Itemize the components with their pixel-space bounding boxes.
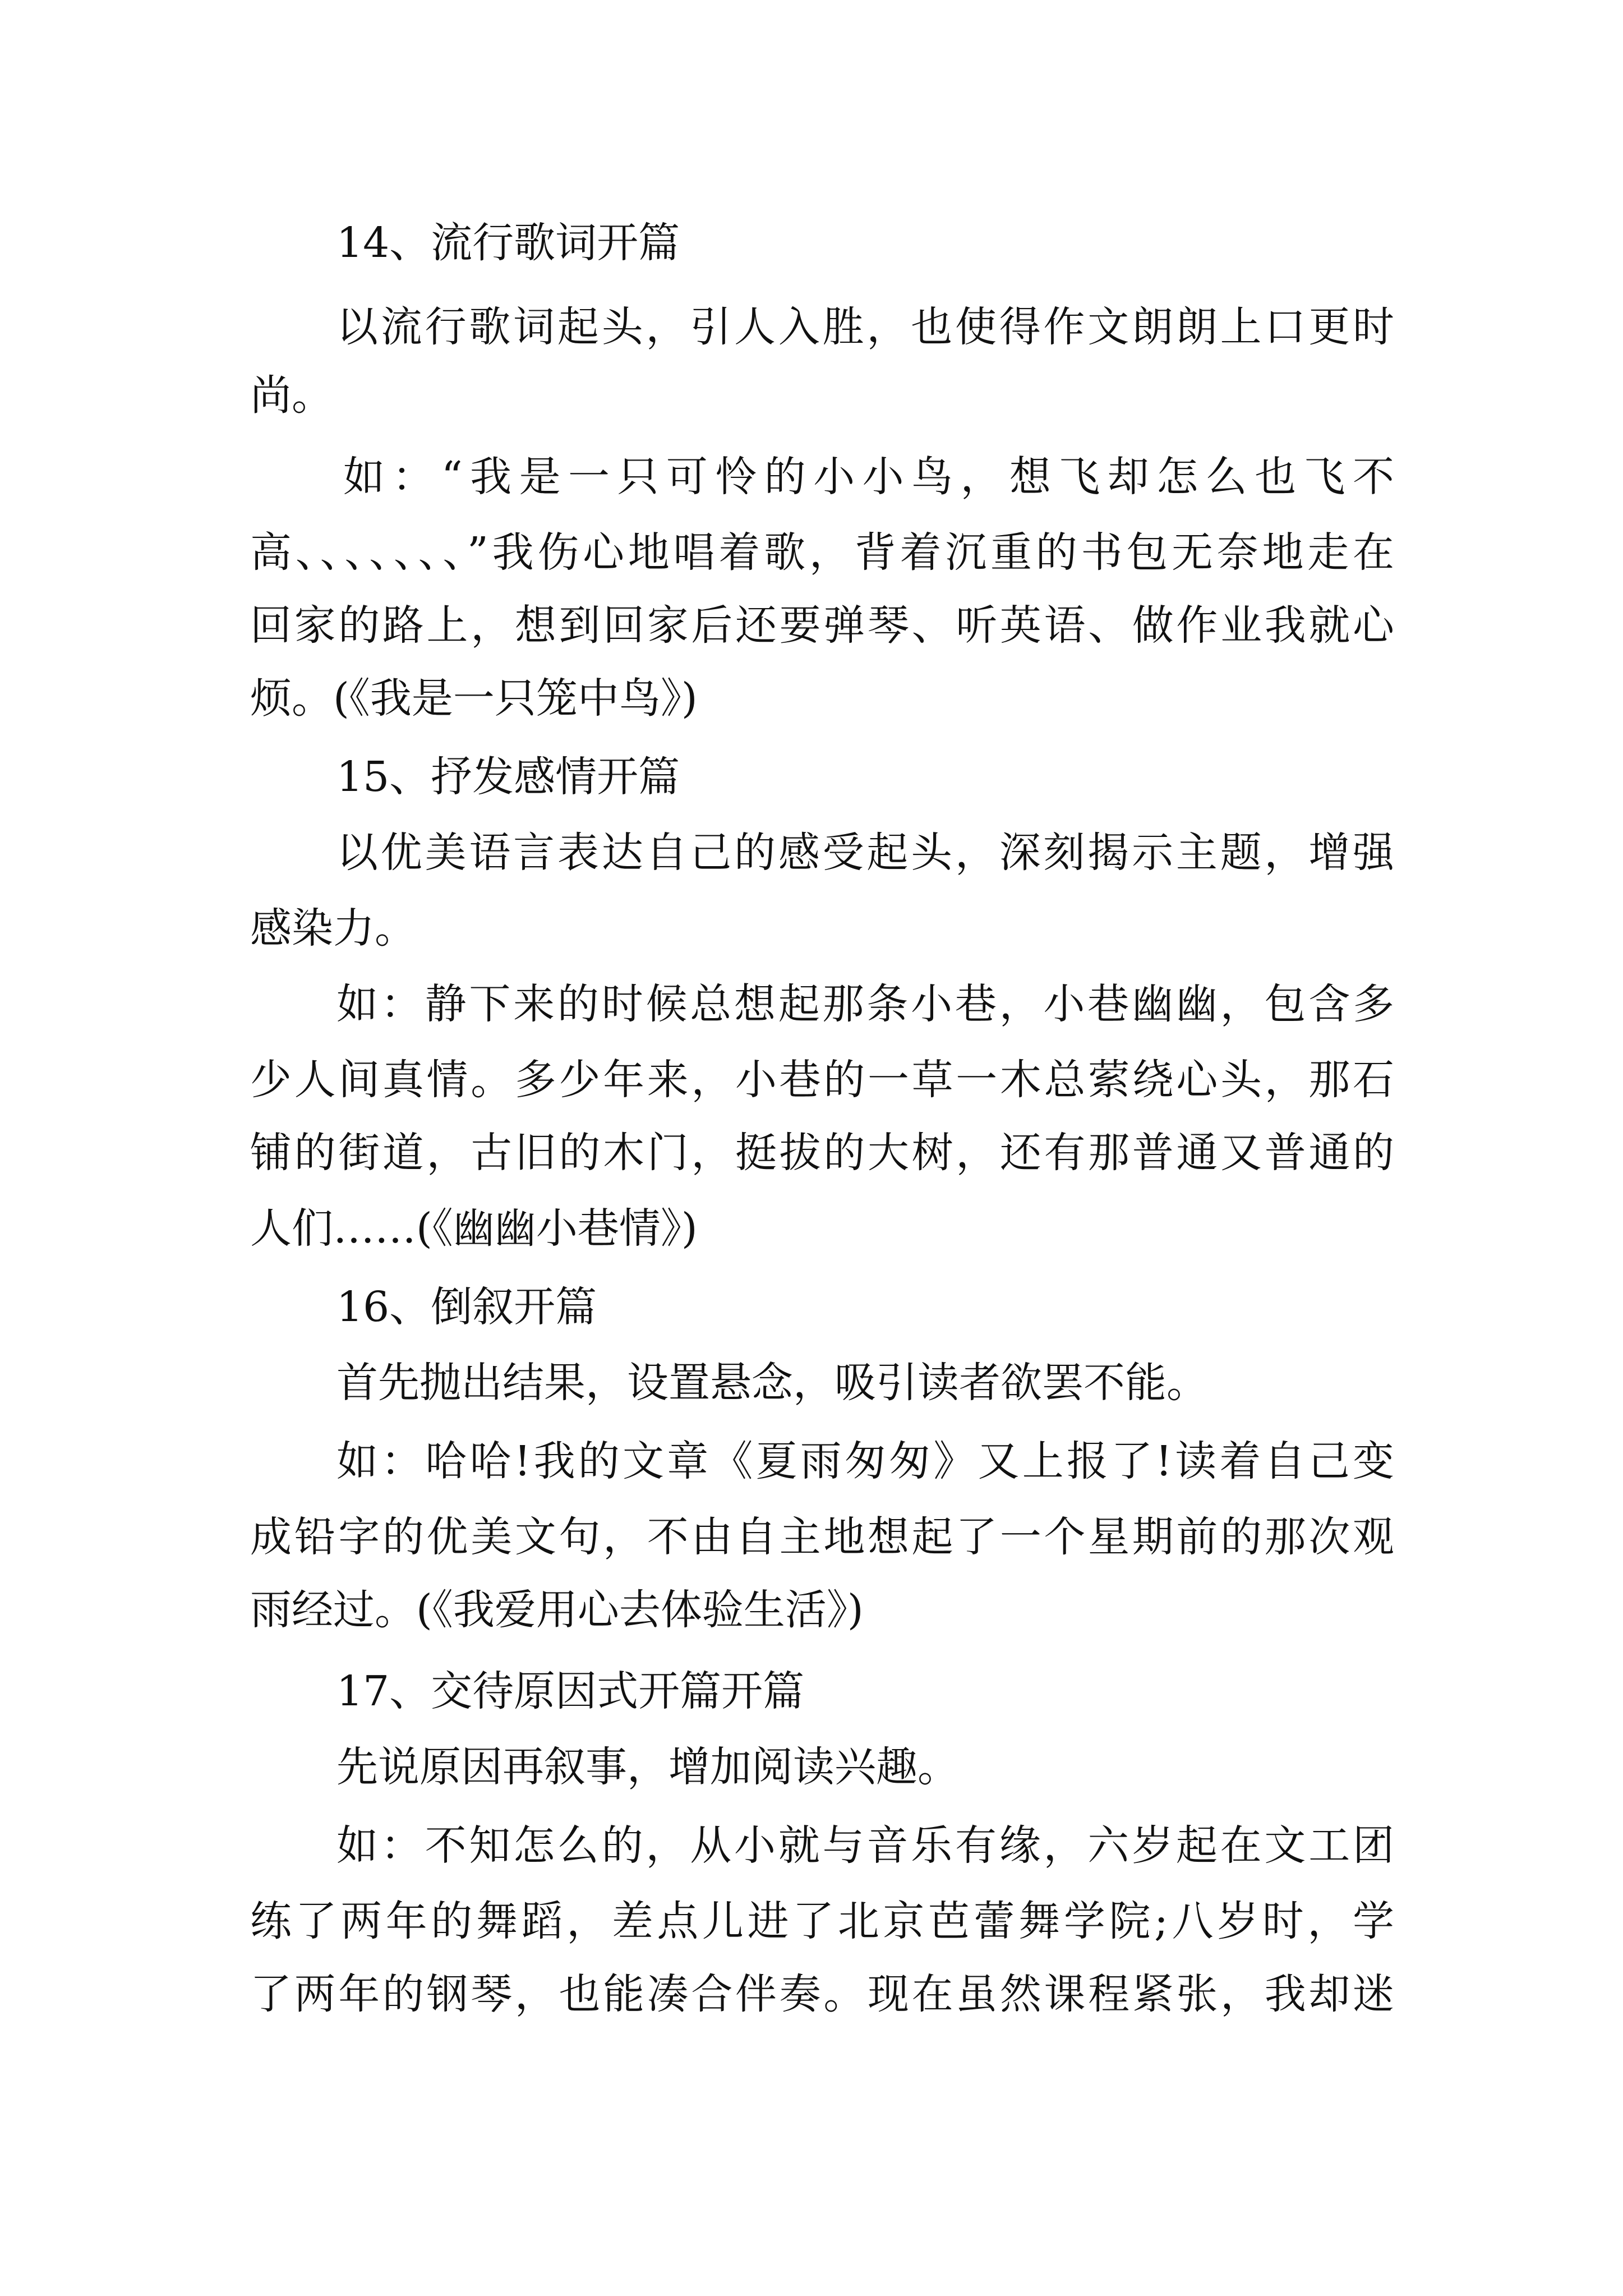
example-line: 铺的街道，古旧的木门，挺拔的大树，还有那普通又普通的 xyxy=(250,1129,1394,1177)
example-line: 烦。(《我是一只笼中鸟》) xyxy=(250,674,698,723)
paragraph-line: 感染力。 xyxy=(250,904,416,953)
example-line: 练了两年的舞蹈，差点儿进了北京芭蕾舞学院;八岁时，学 xyxy=(250,1897,1394,1945)
example-line: 回家的路上，想到回家后还要弹琴、听英语、做作业我就心 xyxy=(250,601,1394,650)
example-line: 高、、、、、、、”我伤心地唱着歌，背着沉重的书包无奈地走在 xyxy=(250,528,1394,577)
example-line: 如：哈哈!我的文章《夏雨匆匆》又上报了!读着自己变 xyxy=(336,1437,1394,1485)
example-line: 如：“我是一只可怜的小小鸟，想飞却怎么也飞不 xyxy=(343,453,1394,501)
section-heading: 17、交待原因式开篇开篇 xyxy=(336,1667,805,1715)
paragraph-line: 以优美语言表达自己的感受起头，深刻揭示主题，增强 xyxy=(336,829,1394,877)
example-line: 少人间真情。多少年来，小巷的一草一木总萦绕心头，那石 xyxy=(250,1056,1394,1104)
section-heading: 14、流行歌词开篇 xyxy=(336,219,680,267)
paragraph-line: 首先抛出结果，设置悬念，吸引读者欲罢不能。 xyxy=(336,1359,1208,1407)
example-line: 了两年的钢琴，也能凑合伴奏。现在虽然课程紧张，我却迷 xyxy=(250,1970,1394,2018)
section-heading: 15、抒发感情开篇 xyxy=(336,753,680,801)
paragraph-line: 尚。 xyxy=(250,371,333,420)
example-line: 人们……(《幽幽小巷情》) xyxy=(250,1204,698,1253)
section-heading: 16、倒叙开篇 xyxy=(336,1283,597,1331)
example-line: 成铅字的优美文句，不由自主地想起了一个星期前的那次观 xyxy=(250,1513,1394,1561)
example-line: 如：不知怎么的，从小就与音乐有缘，六岁起在文工团 xyxy=(336,1821,1394,1870)
paragraph-line: 先说原因再叙事，增加阅读兴趣。 xyxy=(336,1743,959,1791)
example-line: 如：静下来的时候总想起那条小巷，小巷幽幽，包含多 xyxy=(336,980,1394,1028)
paragraph-line: 以流行歌词起头，引人入胜，也使得作文朗朗上口更时 xyxy=(336,303,1394,351)
example-line: 雨经过。(《我爱用心去体验生活》) xyxy=(250,1586,864,1634)
